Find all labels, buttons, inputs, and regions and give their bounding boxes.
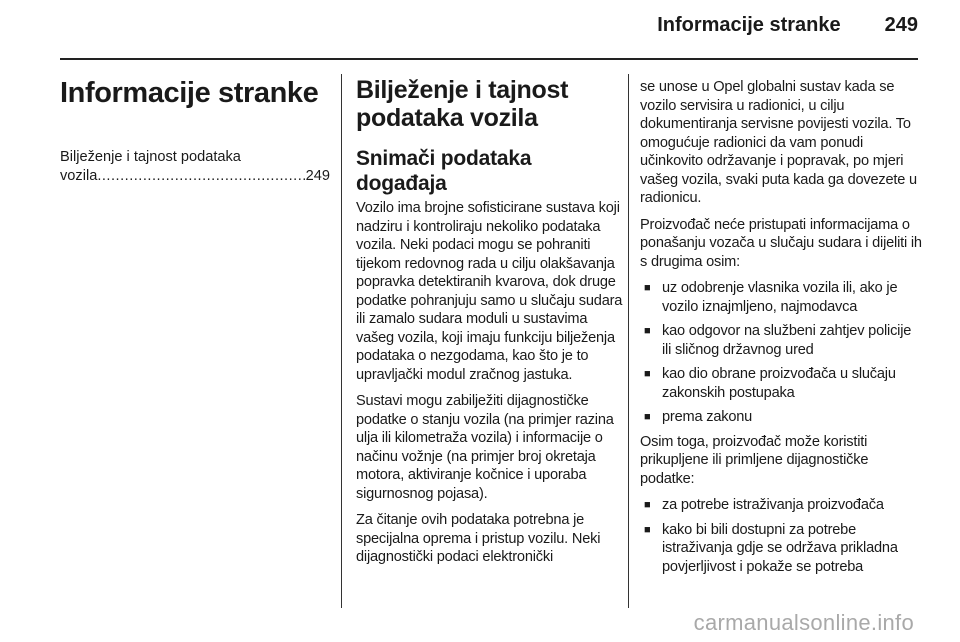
- bullet-list: [640, 279, 922, 427]
- column-divider-2: [628, 74, 629, 608]
- bullet-square-icon: ■: [644, 499, 651, 511]
- paragraph: Vozilo ima brojne sofisticirane sustava koji nadziru i kontroliraju nekoliko podataka vozila. Neki podaci mogu se pohraniti tijekom redovnog rada u cilju olakšavanja popravka detektiranih kvarova, dok druge podatke pohranjuju samo u slučaju sudara ili zamalo sudara moduli u sustavima vašeg vozila, koji imaju funkciju bilježenja podataka o nezgodama, kao što je to upravljački modul zračnog jastuka.: [356, 200, 623, 383]
- paragraph: Osim toga, proizvođač može koristiti prikupljene ili primljene dijagnostičke podatke:: [640, 433, 869, 487]
- toc-entry-title-line1: Bilježenje i tajnost podataka: [60, 149, 241, 165]
- bullet-square-icon: ■: [644, 411, 651, 423]
- toc-leader-dots: [97, 167, 305, 186]
- list-item: ■ kao odgovor na službeni zahtjev policije ili sličnog državnog ured: [640, 322, 922, 359]
- toc-entry[interactable]: [60, 148, 330, 185]
- bullet-list: [640, 496, 922, 576]
- content-column-2: [640, 78, 922, 582]
- bullet-square-icon: ■: [644, 325, 651, 337]
- paragraph: se unose u Opel globalni sustav kada se vozilo servisira u radionici, u cilju dokumentiranja servisne povijesti vozila. To omogućuje radionici da vam ponudi učinkovito održavanje i popravak, po mjeri vašeg vozila, svaki puta kada ga dovezete u radionicu.: [640, 79, 917, 206]
- bullet-square-icon: ■: [644, 523, 651, 536]
- toc-entry-title-line2: vozila: [60, 167, 98, 184]
- chapter-title: Informacije stranke: [60, 77, 319, 109]
- toc-entry-page: 249: [305, 167, 330, 184]
- toc-column: [60, 76, 330, 185]
- column-divider-1: [341, 74, 342, 608]
- list-item: ■ prema zakonu: [640, 408, 922, 427]
- list-item: ■ kako bi bili dostupni za potrebe istraživanja gdje se održava prikladna povjerljivost i pokaže se potreba: [640, 521, 922, 577]
- paragraph: Za čitanje ovih podataka potrebna je specijalna oprema i pristup vozilu. Neki dijagnostički podaci elektronički: [356, 512, 601, 565]
- header-title: Informacije stranke: [657, 14, 841, 36]
- subsection-heading: Snimači podataka događaja: [356, 147, 532, 195]
- paragraph: Sustavi mogu zabilježiti dijagnostičke podatke o stanju vozila (na primjer razina ulja ili kilometraža vozila) i informacije o načinu vožnje (na primjer broj okretaja motora, aktiviranje kočnice i uporaba sigurnosnog pojasa).: [356, 393, 614, 502]
- bullet-square-icon: ■: [644, 282, 651, 294]
- list-item: ■ uz odobrenje vlasnika vozila ili, ako je vozilo iznajmljeno, najmodavca: [640, 279, 922, 316]
- paragraph: Proizvođač neće pristupati informacijama o ponašanju vozača u slučaju sudara i dijeliti ih s drugima osim:: [640, 216, 922, 270]
- list-item: ■ za potrebe istraživanja proizvođača: [640, 496, 922, 515]
- list-item: ■ kao dio obrane proizvođača u slučaju zakonskih postupaka: [640, 365, 922, 402]
- section-heading: Bilježenje i tajnost podataka vozila: [356, 76, 569, 132]
- table-of-contents: [60, 148, 330, 185]
- page-header: [657, 14, 918, 37]
- watermark: carmanualsonline.info: [693, 610, 914, 635]
- header-rule: [60, 58, 918, 60]
- content-column-1: [356, 76, 624, 575]
- page-number: 249: [884, 14, 918, 36]
- bullet-square-icon: ■: [644, 368, 651, 380]
